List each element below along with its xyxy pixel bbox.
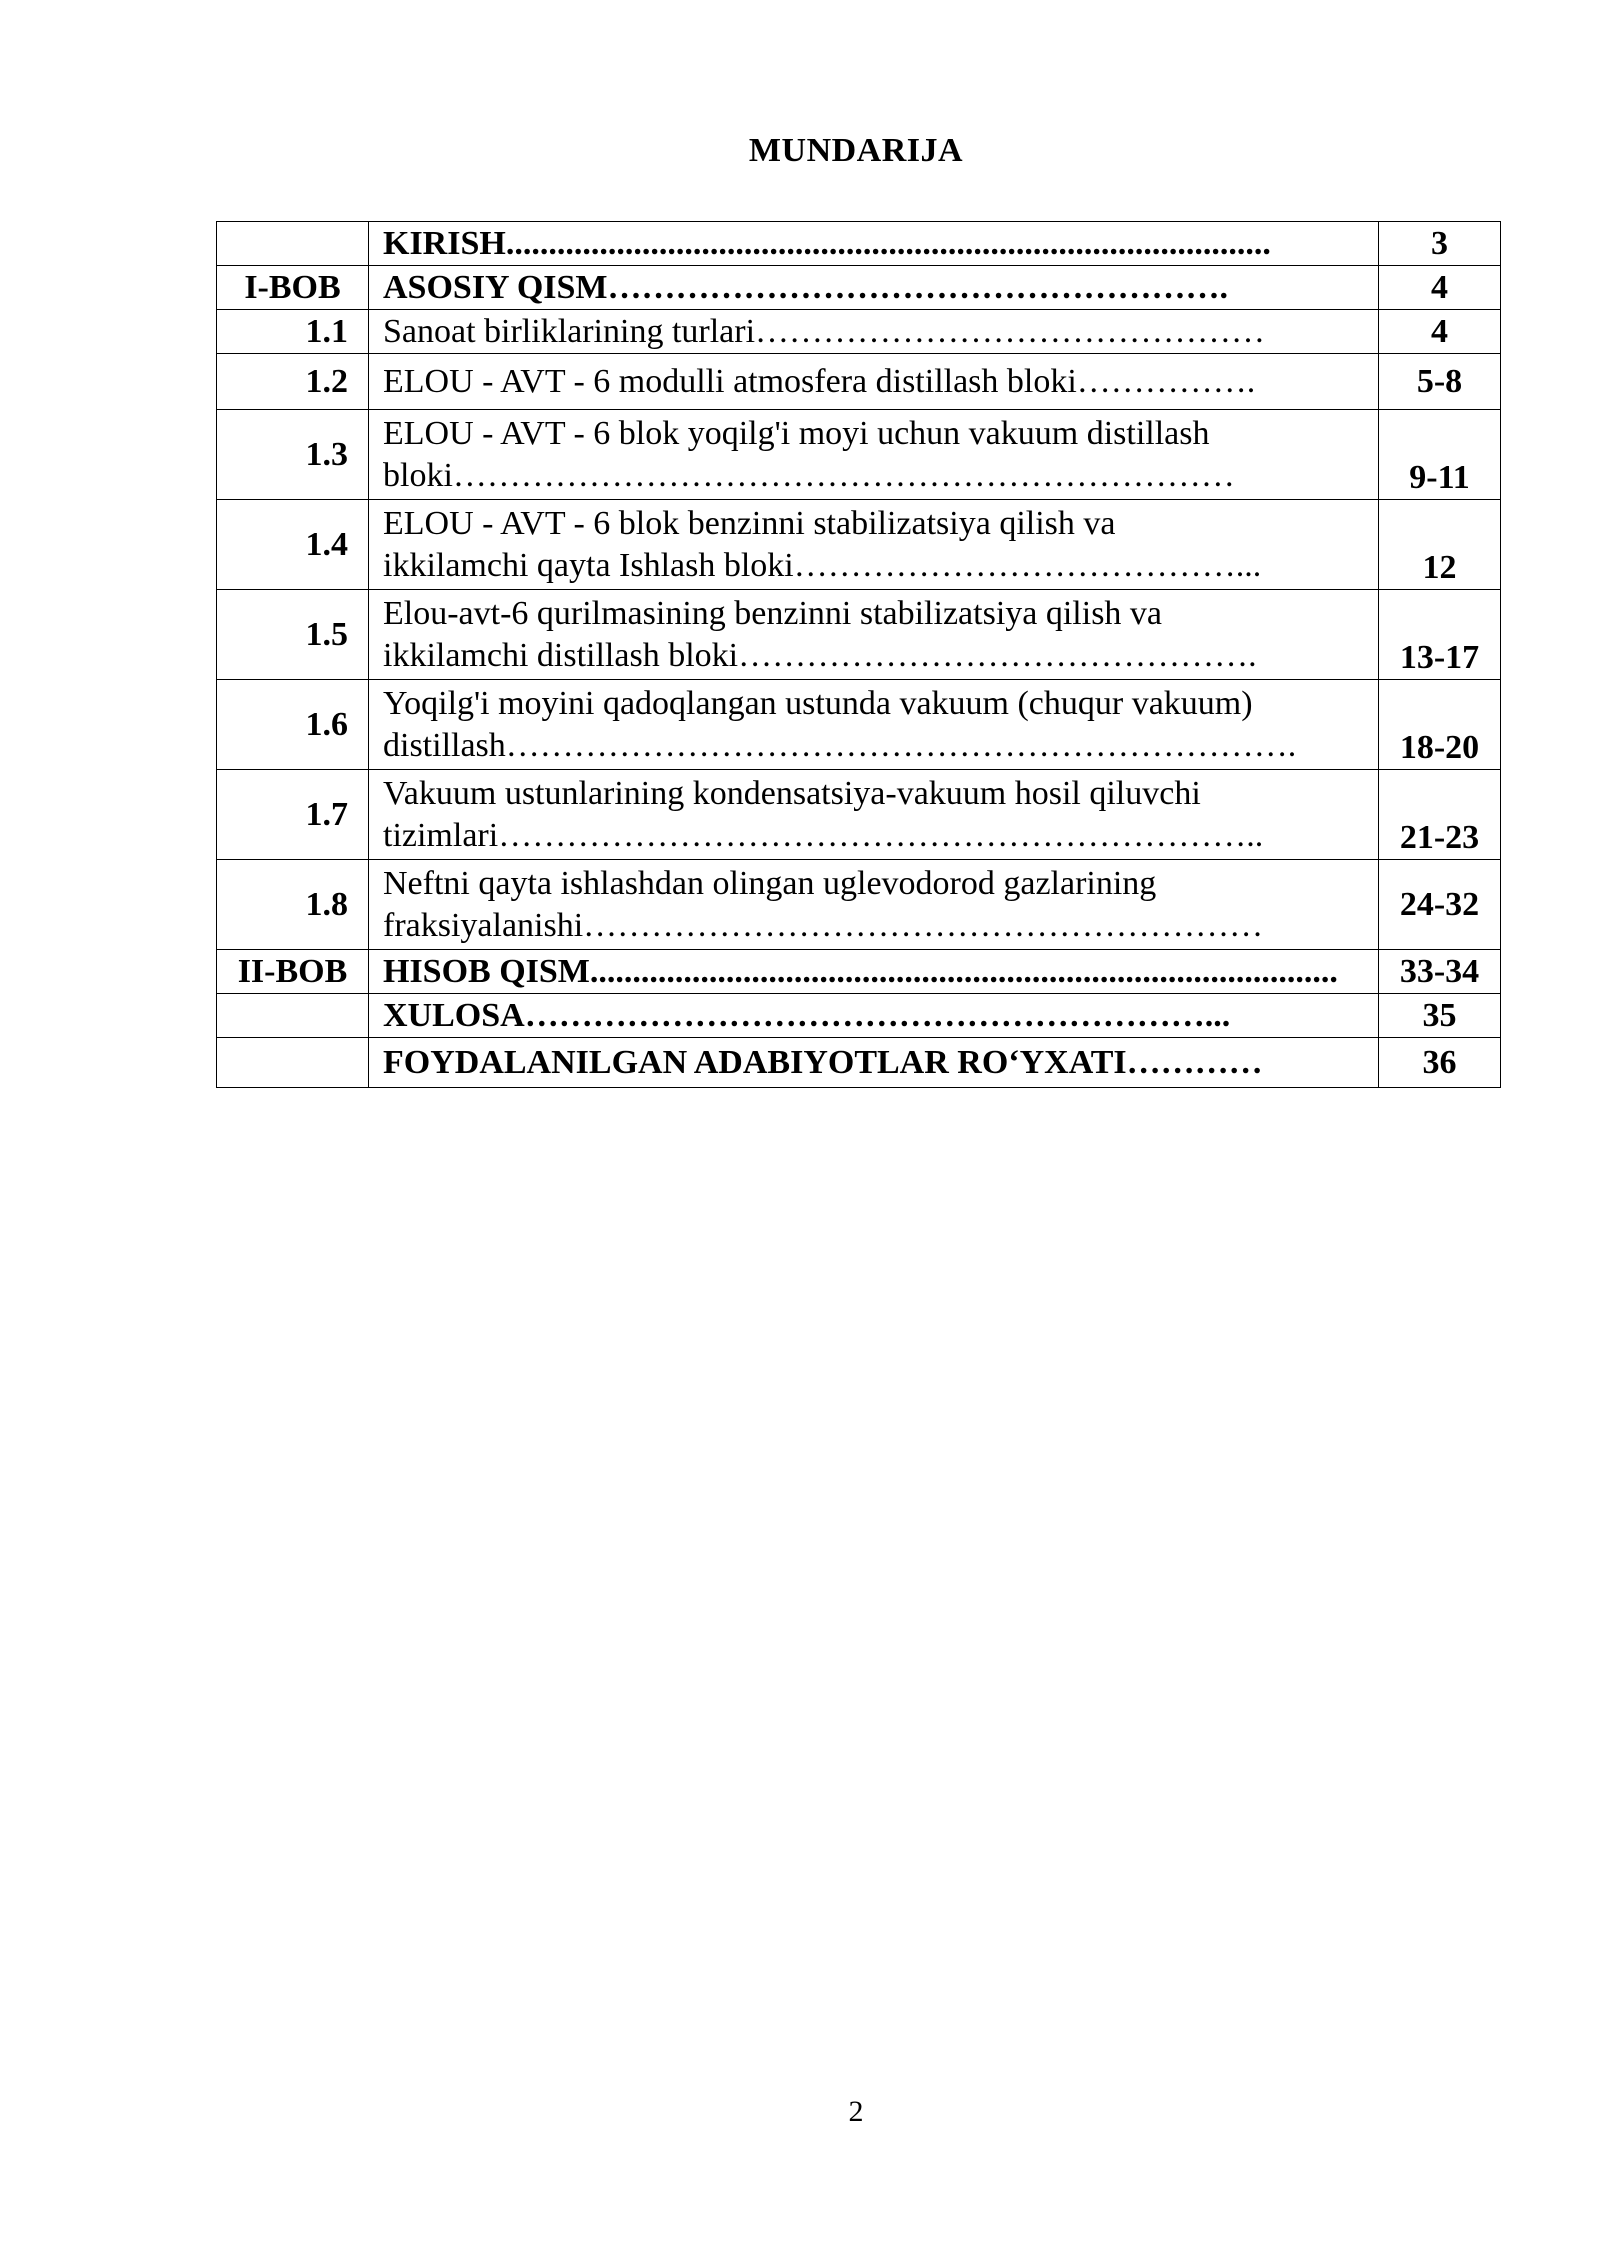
toc-page-range: 5-8 — [1379, 354, 1501, 410]
toc-leader-dots: …………………………………………………………… — [452, 456, 1235, 494]
toc-entry-title — [369, 310, 1379, 354]
toc-section-number: 1.1 — [217, 310, 369, 354]
toc-entry-title — [369, 770, 1379, 860]
toc-entry-title — [369, 500, 1379, 590]
toc-body — [217, 222, 1501, 1088]
toc-leader-dots: ........................................................................................ — [522, 224, 1271, 262]
toc-entry-line — [383, 361, 1370, 403]
toc-entry-title — [369, 680, 1379, 770]
toc-leader-dots: ........................................................................................ — [589, 952, 1338, 990]
toc-entry-text: Sanoat birliklarining turlari — [383, 312, 756, 350]
toc-leader-dots: …………………………………………………… — [583, 906, 1264, 944]
toc-page-range: 4 — [1379, 266, 1501, 310]
toc-section-number: 1.3 — [217, 410, 369, 500]
toc-row — [217, 310, 1501, 354]
toc-entry-text: distillash — [383, 726, 506, 764]
toc-row — [217, 354, 1501, 410]
toc-entry-text: Elou-avt-6 qurilmasining benzinni stabilizatsiya qilish va — [383, 594, 1163, 632]
toc-entry-line — [383, 773, 1370, 815]
toc-entry-title — [369, 266, 1379, 310]
toc-section-number — [217, 222, 369, 266]
toc-entry-text: ASOSIY QISM — [383, 268, 608, 306]
toc-entry-text: Yoqilg'i moyini qadoqlangan ustunda vakuum (chuqur vakuum) — [383, 684, 1253, 722]
toc-entry-text: HISOB QISM — [383, 952, 590, 990]
toc-entry-title — [369, 950, 1379, 994]
toc-page-range: 24-32 — [1379, 860, 1501, 950]
toc-leader-dots: ………………………………………………. — [607, 268, 1229, 306]
toc-page-range: 36 — [1379, 1038, 1501, 1088]
toc-row — [217, 950, 1501, 994]
table-of-contents — [216, 221, 1501, 1088]
toc-section-number: II-BOB — [217, 950, 369, 994]
toc-entry-line — [383, 951, 1370, 993]
toc-leader-dots: ………………………………………. — [738, 636, 1257, 674]
toc-entry-line — [383, 635, 1370, 677]
toc-row — [217, 500, 1501, 590]
toc-row — [217, 222, 1501, 266]
toc-entry-line — [383, 223, 1370, 265]
toc-entry-title — [369, 354, 1379, 410]
toc-leader-dots: ……………. — [1076, 362, 1256, 400]
toc-row — [217, 410, 1501, 500]
toc-entry-text: ELOU - AVT - 6 blok yoqilg'i moyi uchun vakuum distillash — [383, 414, 1210, 452]
toc-page-range: 4 — [1379, 310, 1501, 354]
toc-row — [217, 680, 1501, 770]
toc-entry-text: KIRISH.. — [383, 224, 523, 262]
toc-entry-title — [369, 1038, 1379, 1088]
toc-leader-dots: ………… — [1126, 1043, 1263, 1081]
toc-entry-title — [369, 410, 1379, 500]
toc-entry-text: Vakuum ustunlarining kondensatsiya-vakuum hosil qiluvchi — [383, 774, 1201, 812]
toc-entry-line — [383, 593, 1370, 635]
toc-row — [217, 994, 1501, 1038]
toc-entry-line — [383, 995, 1370, 1037]
toc-entry-text: Neftni qayta ishlashdan olingan uglevodorod gazlarining — [383, 864, 1157, 902]
toc-section-number — [217, 1038, 369, 1088]
toc-section-number: 1.8 — [217, 860, 369, 950]
toc-page-range: 13-17 — [1379, 590, 1501, 680]
toc-entry-text: FOYDALANILGAN ADABIYOTLAR RO‘YXATI — [383, 1043, 1127, 1081]
toc-leader-dots: ……………………………………………………………. — [505, 726, 1297, 764]
toc-entry-text: ELOU - AVT - 6 modulli atmosfera distillash bloki — [383, 362, 1077, 400]
toc-row — [217, 590, 1501, 680]
toc-entry-text: ikkilamchi qayta Ishlash bloki — [383, 546, 794, 584]
toc-entry-line — [383, 863, 1370, 905]
toc-section-number: 1.2 — [217, 354, 369, 410]
toc-section-number: 1.6 — [217, 680, 369, 770]
page-number: 2 — [848, 2095, 864, 2128]
toc-page-range: 18-20 — [1379, 680, 1501, 770]
toc-entry-title — [369, 994, 1379, 1038]
toc-section-number: 1.4 — [217, 500, 369, 590]
toc-entry-line — [383, 545, 1370, 587]
toc-section-number: 1.5 — [217, 590, 369, 680]
toc-entry-title — [369, 222, 1379, 266]
toc-section-number: 1.7 — [217, 770, 369, 860]
toc-page-range: 9-11 — [1379, 410, 1501, 500]
toc-row — [217, 770, 1501, 860]
toc-section-number — [217, 994, 369, 1038]
toc-page-range: 35 — [1379, 994, 1501, 1038]
toc-section-number: I-BOB — [217, 266, 369, 310]
toc-entry-line — [383, 413, 1370, 455]
toc-entry-line — [383, 1042, 1370, 1084]
toc-entry-text: tizimlari — [383, 816, 499, 854]
toc-entry-line — [383, 503, 1370, 545]
toc-entry-text: XULOSA — [383, 996, 525, 1034]
toc-leader-dots: …………………………………... — [793, 546, 1262, 584]
toc-entry-title — [369, 590, 1379, 680]
toc-entry-line — [383, 683, 1370, 725]
toc-leader-dots: ……………………………………………………... — [524, 996, 1231, 1034]
toc-leader-dots: ……………………………………… — [755, 312, 1266, 350]
toc-entry-text: ELOU - AVT - 6 blok benzinni stabilizatsiya qilish va — [383, 504, 1116, 542]
toc-row — [217, 266, 1501, 310]
toc-entry-title — [369, 860, 1379, 950]
toc-entry-text: bloki — [383, 456, 453, 494]
toc-entry-text: fraksiyalanishi — [383, 906, 584, 944]
toc-entry-line — [383, 905, 1370, 947]
toc-entry-line — [383, 267, 1370, 309]
toc-row — [217, 1038, 1501, 1088]
toc-entry-line — [383, 455, 1370, 497]
toc-leader-dots: ………………………………………………………….. — [498, 816, 1264, 854]
toc-row — [217, 860, 1501, 950]
toc-page-range: 33-34 — [1379, 950, 1501, 994]
page-title: MUNDARIJA — [748, 132, 964, 169]
toc-entry-line — [383, 725, 1370, 767]
toc-page-range: 21-23 — [1379, 770, 1501, 860]
toc-entry-text: ikkilamchi distillash bloki — [383, 636, 739, 674]
toc-page-range: 3 — [1379, 222, 1501, 266]
toc-entry-line — [383, 815, 1370, 857]
toc-page-range: 12 — [1379, 500, 1501, 590]
toc-entry-line — [383, 311, 1370, 353]
